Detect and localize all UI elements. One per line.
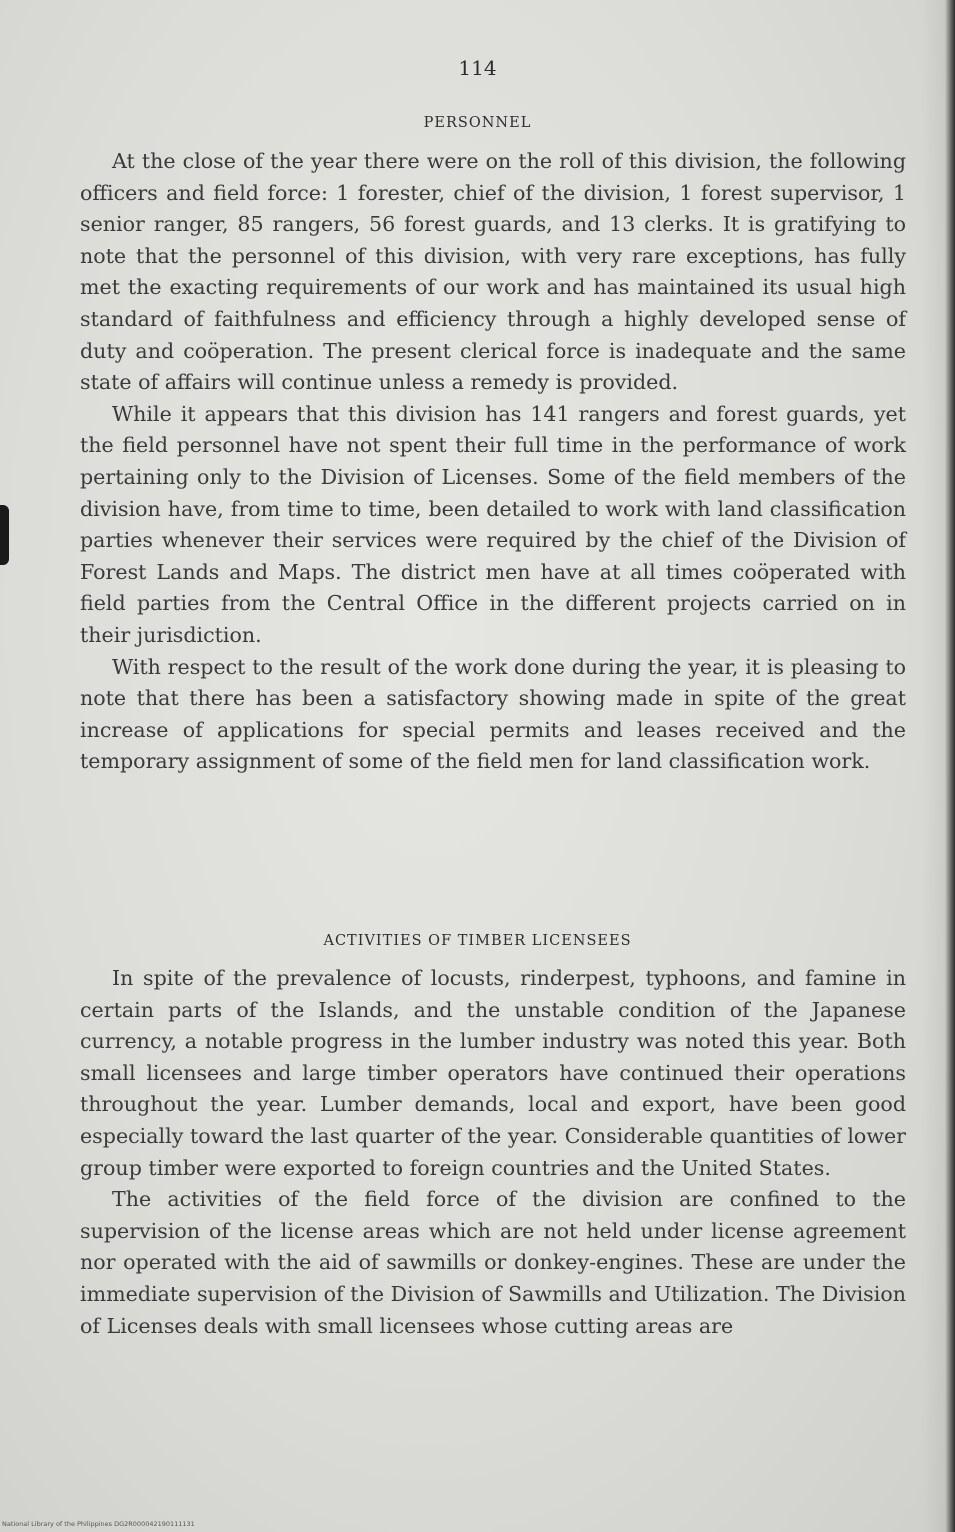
paragraph: The activities of the field force of the division are confined to the supervision of the license areas which are not held under license agreement nor operated with the aid of sawmills or donkey-engines. These are under the immediate supervision of the Division of Sawmills and Utilization. The Division of Licenses deals with small licensees whose cutting areas are — [80, 1187, 906, 1338]
paragraph: At the close of the year there were on the roll of this division, the following officers and field force: 1 forester, chief of the division, 1 forest supervisor, 1 senior ranger, 85 rangers, 56 forest guards, and 13 clerks. It is gratifying to note that the personnel of this division, with very rare exceptions, has fully met the exacting requirements of our work and has maintained its usual high standard of faithfulness and efficiency through a highly developed sense of duty and coöperation. The present clerical force is inadequate and the same state of affairs will continue unless a remedy is provided. — [80, 149, 906, 395]
section-heading-activities: ACTIVITIES OF TIMBER LICENSEES — [323, 933, 632, 949]
binding-mark — [0, 505, 9, 565]
activities-body — [80, 963, 906, 1342]
page-edge — [945, 0, 955, 1532]
page-number: 114 — [458, 56, 497, 80]
archive-footer: National Library of the Philippines DG2R000042190111131 — [2, 1520, 195, 1528]
page-shadow — [921, 0, 945, 1532]
paragraph: While it appears that this division has 141 rangers and forest guards, yet the field personnel have not spent their full time in the performance of work pertaining only to the Division of Licenses. Some of the field members of the division have, from time to time, been detailed to work with land classification parties whenever their services were required by the chief of the Division of Forest Lands and Maps. The district men have at all times coöperated with field parties from the Central Office in the different projects carried on in their jurisdiction. — [80, 401, 906, 647]
paragraph: With respect to the result of the work done during the year, it is pleasing to note that there has been a satisfactory showing made in spite of the great increase of applications for special permits and leases received and the temporary assignment of some of the field men for land classification work. — [80, 654, 906, 774]
personnel-body — [80, 146, 906, 778]
section-heading-personnel: PERSONNEL — [423, 115, 532, 131]
paragraph: In spite of the prevalence of locusts, rinderpest, typhoons, and famine in certain parts of the Islands, and the unstable condition of the Japanese currency, a notable progress in the lumber industry was noted this year. Both small licensees and large timber operators have continued their operations throughout the year. Lumber demands, local and export, have been good especially toward the last quarter of the year. Considerable quantities of lower group timber were exported to foreign countries and the United States. — [80, 966, 906, 1180]
